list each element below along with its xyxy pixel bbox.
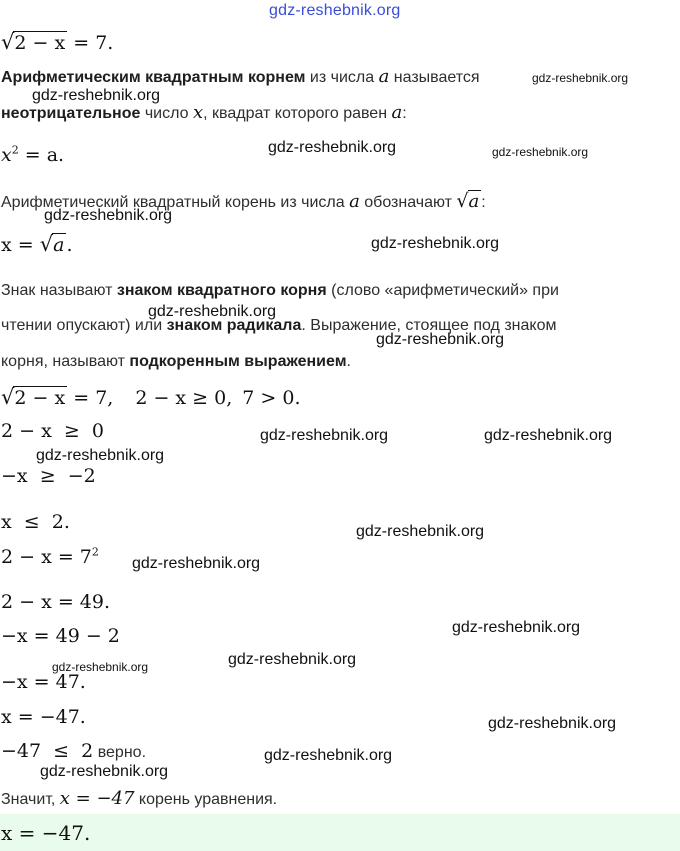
step-8: x = −47. (1, 706, 86, 728)
step-5: 2 − x = 49. (1, 591, 111, 613)
watermark: gdz-reshebnik.org (264, 747, 393, 764)
step-3: x ≤ 2. (1, 511, 70, 533)
formula-root: x = √a . (1, 232, 73, 256)
step-1: 2 − x ≥ 0 (1, 420, 104, 442)
watermark: gdz-reshebnik.org (376, 331, 505, 348)
watermark: gdz-reshebnik.org (132, 555, 261, 572)
watermark: gdz-reshebnik.org (148, 303, 277, 320)
watermark: gdz-reshebnik.org (452, 619, 581, 636)
watermark: gdz-reshebnik.org (532, 71, 629, 85)
sqrt-sign: √2 − x (1, 30, 66, 54)
notation-line: Арифметический квадратный корень из числа a обозначают √a : (1, 190, 486, 212)
formula-square: $x^2 = a$. (1, 143, 65, 166)
conclusion-line: Значит, x = −47 корень уравнения. (1, 788, 278, 809)
watermark: gdz-reshebnik.org (228, 651, 357, 668)
watermark: gdz-reshebnik.org (371, 235, 500, 252)
sign-text-line-1: Знак называют знаком квадратного корня (слово «арифметический» при (1, 282, 559, 299)
watermark: gdz-reshebnik.org (488, 715, 617, 732)
watermark: gdz-reshebnik.org (52, 660, 149, 674)
step-4: $2 - x = 7^2$ (1, 545, 99, 568)
watermark: gdz-reshebnik.org (32, 87, 161, 104)
step-9: −47 ≤ 2 верно. (1, 740, 147, 762)
answer-box (0, 814, 680, 851)
step-2: −x ≥ −2 (1, 465, 96, 487)
equation: √2 − x = 7. (1, 30, 114, 54)
step-7: −x = 47. (1, 671, 86, 693)
watermark: gdz-reshebnik.org (492, 145, 589, 159)
watermark: gdz-reshebnik.org (484, 427, 613, 444)
answer-text: x = −47. (1, 821, 91, 845)
sign-text-line-2: чтении опускают) или знаком радикала. Выражение, стоящее под знаком (1, 317, 557, 334)
watermark: gdz-reshebnik.org (36, 447, 165, 464)
watermark: gdz-reshebnik.org (356, 523, 485, 540)
step-6: −x = 49 − 2 (1, 625, 120, 647)
watermark-top: gdz-reshebnik.org (269, 2, 401, 19)
watermark: gdz-reshebnik.org (260, 427, 389, 444)
sign-text-line-3: корня, называют подкоренным выражением. (1, 353, 351, 370)
definition-line-2: неотрицательное число x, квадрат которого равен a: (1, 102, 407, 123)
watermark: gdz-reshebnik.org (40, 763, 169, 780)
watermark: gdz-reshebnik.org (44, 207, 173, 224)
condition-line: √2 − x = 7, 2 − x ≥ 0, 7 > 0. (1, 385, 301, 409)
watermark: gdz-reshebnik.org (268, 139, 397, 156)
definition-line-1: Арифметическим квадратным корнем из числа a называется (1, 66, 480, 87)
